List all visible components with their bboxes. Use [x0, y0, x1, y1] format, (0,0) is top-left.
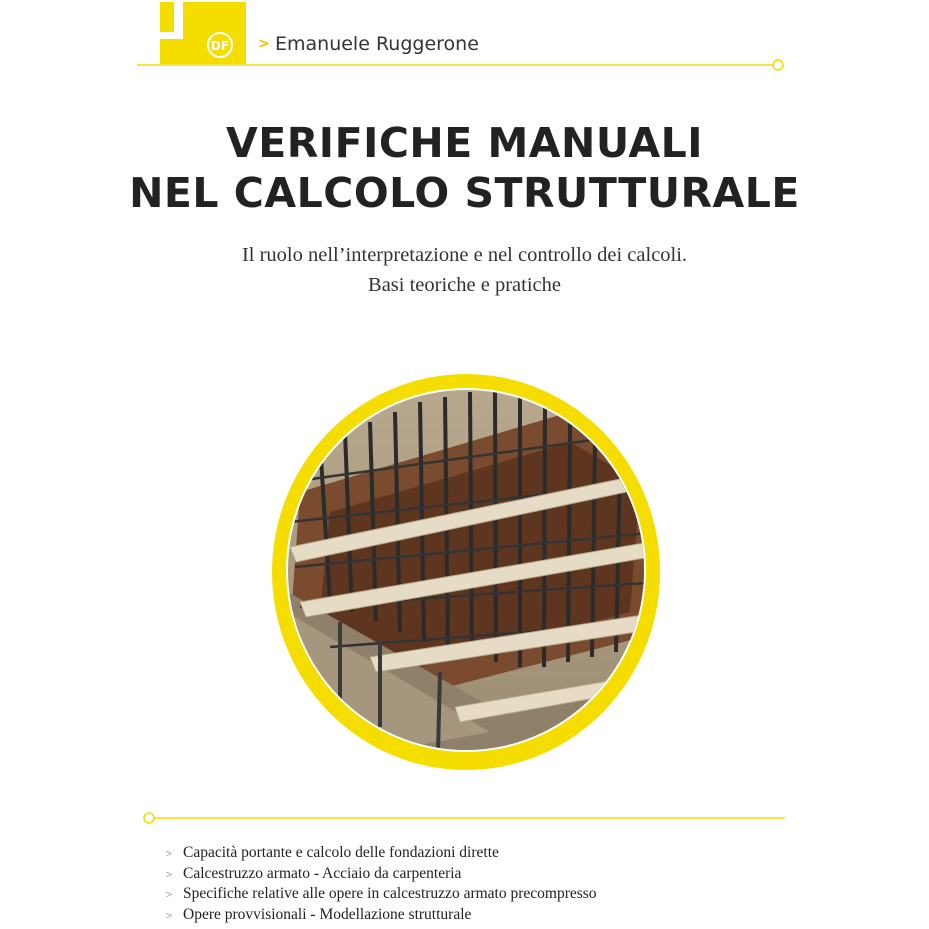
bottom-divider	[0, 808, 929, 828]
topic-text: Opere provvisionali - Modellazione strutturale	[183, 905, 472, 923]
topic-item	[166, 843, 597, 864]
topic-bullet: >	[166, 848, 173, 860]
logo-monogram: DF	[210, 39, 230, 53]
subtitle-line-1: Il ruolo nell’interpretazione e nel controllo dei calcoli.	[241, 244, 688, 266]
topic-bullet: >	[166, 909, 173, 922]
topic-text: Calcestruzzo armato - Acciaio da carpenteria	[183, 864, 462, 882]
author-name: Emanuele Ruggerone	[275, 33, 479, 55]
title-line-2: NEL CALCOLO STRUTTURALE	[129, 169, 800, 217]
topic-item	[166, 884, 597, 905]
rebar-formwork-photo	[270, 372, 662, 772]
topic-list	[166, 843, 597, 925]
book-subtitle	[0, 240, 929, 300]
topic-item	[166, 905, 597, 926]
book-title	[0, 118, 929, 218]
title-line-1: VERIFICHE MANUALI	[226, 119, 703, 167]
topic-text: Specifiche relative alle opere in calcestruzzo armato precompresso	[183, 885, 597, 902]
author-marker: >	[258, 36, 270, 52]
subtitle-line-2: Basi teoriche e pratiche	[368, 274, 561, 296]
topic-bullet: >	[166, 868, 173, 881]
topic-item	[166, 864, 597, 885]
top-divider	[0, 55, 929, 75]
topic-text: Capacità portante e calcolo delle fondazioni dirette	[183, 844, 499, 861]
topic-bullet: >	[166, 889, 173, 901]
